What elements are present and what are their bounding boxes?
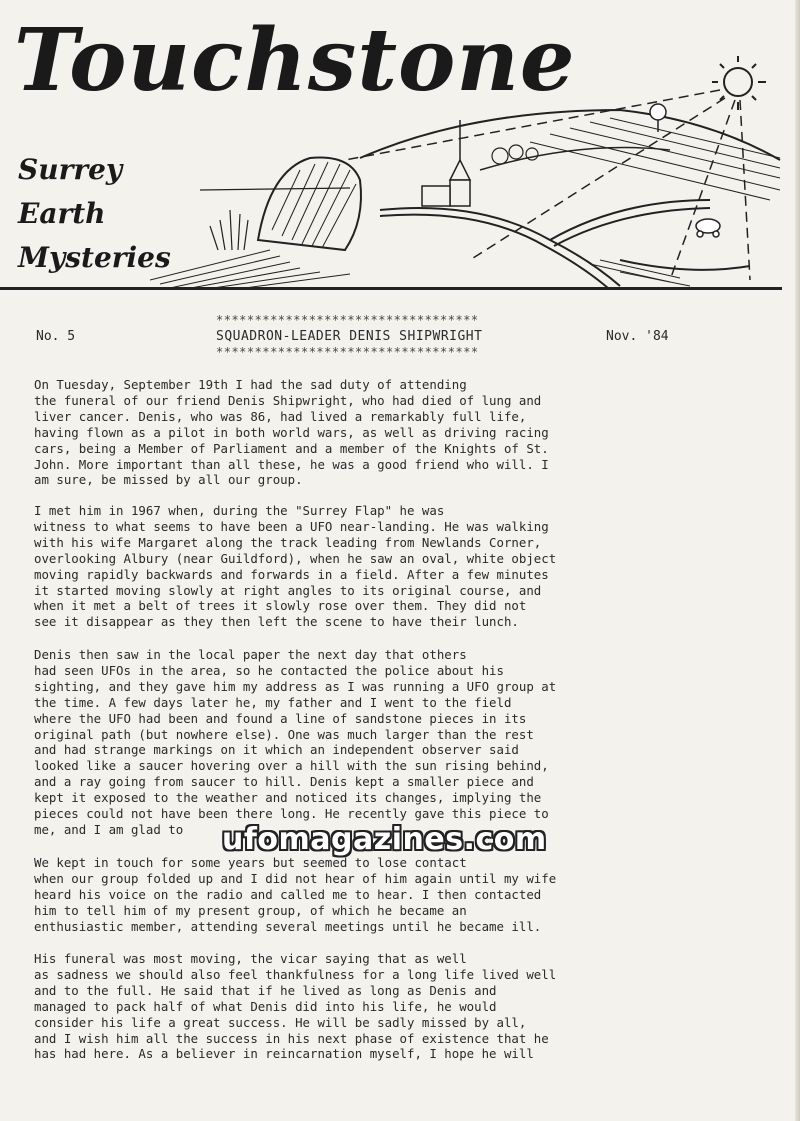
article-paragraph: His funeral was most moving, the vicar saying that as well as sadness we should also feel thankfulness for a long life lived well and to the full. He said that if he lived as long as Denis and managed to pack half of what Denis did into his life, he would consider his life a great success. He will be sadly missed by all, and I wish him all the success in his next phase of existence that he has had here. As a believer in reincarnation myself, I hope he will (34, 951, 557, 1062)
site-watermark: ufomagazines.com (222, 822, 547, 857)
issue-number: No. 5 (36, 329, 76, 344)
issue-date: Nov. '84 (606, 329, 669, 344)
asterisk-border-bottom: ********************************** (216, 345, 479, 359)
article-paragraph: On Tuesday, September 19th I had the sad duty of attending the funeral of our friend Denis Shipwright, who had died of lung and liver cancer. Denis, who was 86, had lived a remarkably full life, having flown as a pilot in both world wars, as well as driving racing cars, being a Member of Parliament and a member of the Knights of St. John. More important than all these, he was a good friend who will. I am sure, be missed by all our group. (34, 377, 549, 488)
car-icon (696, 219, 720, 237)
issue-header (0, 313, 800, 363)
masthead-divider (0, 287, 782, 290)
masthead-subtitle-line: Surrey (18, 153, 123, 186)
masthead-landscape-illustration (150, 50, 790, 290)
page-edge-shadow (795, 0, 800, 1121)
masthead-subtitle-line: Earth (18, 197, 106, 230)
article-paragraph: We kept in touch for some years but seemed to lose contact when our group folded up and I did not hear of him again until my wife heard his voice on the radio and called me to hear. I then contacted him to tell him of my present group, of which he became an enthusiastic member, attending several meetings until he became ill. (34, 855, 557, 934)
masthead-subtitle-line: Mysteries (18, 241, 171, 274)
masthead-title: Touchstone (14, 10, 576, 111)
asterisk-border-top: ********************************** (216, 313, 479, 327)
article-title: SQUADRON-LEADER DENIS SHIPWRIGHT (216, 329, 483, 344)
article-paragraph: Denis then saw in the local paper the next day that others had seen UFOs in the area, so he contacted the police about his sighting, and they gave him my address as I was running a UFO group at the time. A few days later he, my father and I went to the field where the UFO had been and found a line of sandstone pieces in its original path (but nowhere else). One was much larger than the rest and had strange markings on it which an independent observer said looked like a saucer hovering over a hill with the sun rising behind, and a ray going from saucer to hill. Denis kept a smaller piece and kept it exposed to the weather and noticed its changes, implying the pieces could not have been there long. He recently gave this piece to me, and I am glad to (34, 647, 557, 837)
article-paragraph: I met him in 1967 when, during the "Surrey Flap" he was witness to what seems to have been a UFO near-landing. He was walking with his wife Margaret along the track leading from Newlands Corner, overlooking Albury (near Guildford), when he saw an oval, white object moving rapidly backwards and forwards in a field. After a few minutes it started moving slowly at right angles to its original course, and when it met a belt of trees it slowly rose over them. They did not see it disappear as they then left the scene to have their lunch. (34, 503, 557, 630)
